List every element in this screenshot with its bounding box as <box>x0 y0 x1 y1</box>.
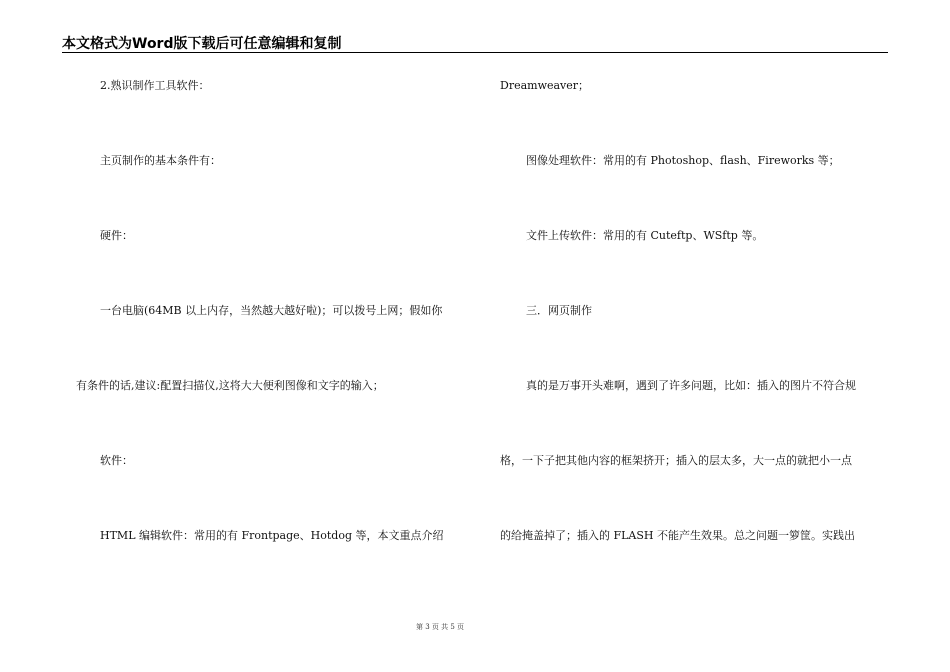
left-line-html-editor: HTML 编辑软件：常用的有 Frontpage、Hotdog 等，本文重点介绍 <box>100 529 444 542</box>
right-line-upload-software: 文件上传软件：常用的有 Cuteftp、WSftp 等。 <box>526 229 764 242</box>
right-line-problems-1: 真的是万事开头难啊，遇到了许多问题，比如：插入的图片不符合规 <box>526 379 856 392</box>
left-line-basic-conditions: 主页制作的基本条件有： <box>100 154 221 167</box>
header-divider <box>62 52 888 53</box>
document-header-title: 本文格式为Word版下载后可任意编辑和复制 <box>62 36 342 52</box>
page-footer: 第 3 页 共 5 页 <box>415 623 465 631</box>
right-line-problems-2: 格，一下子把其他内容的框架挤开；插入的层太多，大一点的就把小一点 <box>500 454 852 467</box>
left-line-hardware: 硬件： <box>100 229 133 242</box>
left-line-tools-heading: 2.熟识制作工具软件： <box>100 79 210 92</box>
left-line-software: 软件： <box>100 454 133 467</box>
right-line-section-three: 三．网页制作 <box>526 304 592 317</box>
right-line-image-software: 图像处理软件：常用的有 Photoshop、flash、Fireworks 等； <box>526 154 840 167</box>
right-line-dreamweaver: Dreamweaver； <box>500 79 590 92</box>
left-line-computer: 一台电脑(64MB 以上内存，当然越大越好啦)；可以拨号上网；假如你 <box>100 304 443 317</box>
right-line-problems-3: 的给掩盖掉了；插入的 FLASH 不能产生效果。总之问题一箩筐。实践出 <box>500 529 856 542</box>
left-line-scanner: 有条件的话,建议:配置扫描仪,这将大大便利图像和文字的输入； <box>76 379 384 392</box>
